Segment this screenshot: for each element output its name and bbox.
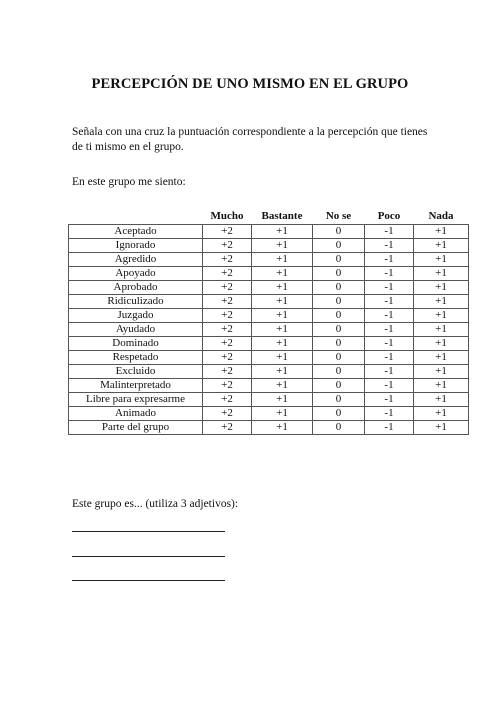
header-empty (69, 209, 203, 225)
cell-bastante[interactable]: +1 (252, 225, 313, 239)
cell-bastante[interactable]: +1 (252, 239, 313, 253)
table-row (69, 393, 469, 407)
cell-nada[interactable]: +1 (414, 253, 469, 267)
cell-bastante[interactable]: +1 (252, 337, 313, 351)
cell-nada[interactable]: +1 (414, 393, 469, 407)
table-row (69, 365, 469, 379)
cell-no-se[interactable]: 0 (313, 351, 365, 365)
cell-nada[interactable]: +1 (414, 351, 469, 365)
cell-mucho[interactable]: +2 (203, 281, 252, 295)
cell-mucho[interactable]: +2 (203, 225, 252, 239)
cell-nada[interactable]: +1 (414, 225, 469, 239)
cell-mucho[interactable]: +2 (203, 421, 252, 435)
answer-line-3[interactable] (72, 580, 225, 581)
cell-mucho[interactable]: +2 (203, 239, 252, 253)
answer-line-1[interactable] (72, 531, 225, 532)
cell-adjective: Parte del grupo (69, 421, 203, 435)
cell-adjective: Apoyado (69, 267, 203, 281)
cell-mucho[interactable]: +2 (203, 379, 252, 393)
cell-adjective: Juzgado (69, 309, 203, 323)
cell-no-se[interactable]: 0 (313, 239, 365, 253)
cell-bastante[interactable]: +1 (252, 281, 313, 295)
header-no-se: No se (325, 210, 352, 222)
cell-bastante[interactable]: +1 (252, 365, 313, 379)
cell-mucho[interactable]: +2 (203, 253, 252, 267)
cell-bastante[interactable]: +1 (252, 421, 313, 435)
cell-bastante[interactable]: +1 (252, 253, 313, 267)
cell-poco[interactable]: -1 (365, 309, 414, 323)
cell-poco[interactable]: -1 (365, 421, 414, 435)
cell-adjective: Agredido (69, 253, 203, 267)
cell-nada[interactable]: +1 (414, 267, 469, 281)
cell-bastante[interactable]: +1 (252, 295, 313, 309)
cell-no-se[interactable]: 0 (313, 225, 365, 239)
header-nada: Nada (428, 210, 454, 222)
cell-poco[interactable]: -1 (365, 407, 414, 421)
table-row (69, 337, 469, 351)
cell-mucho[interactable]: +2 (203, 337, 252, 351)
table-header-row (69, 209, 469, 225)
cell-adjective: Libre para expresarme (69, 393, 203, 407)
cell-mucho[interactable]: +2 (203, 295, 252, 309)
table-row (69, 253, 469, 267)
cell-poco[interactable]: -1 (365, 253, 414, 267)
cell-poco[interactable]: -1 (365, 267, 414, 281)
cell-mucho[interactable]: +2 (203, 365, 252, 379)
cell-poco[interactable]: -1 (365, 323, 414, 337)
cell-poco[interactable]: -1 (365, 295, 414, 309)
group-prompt: Este grupo es... (utiliza 3 adjetivos): (72, 498, 239, 510)
cell-adjective: Dominado (69, 337, 203, 351)
cell-adjective: Animado (69, 407, 203, 421)
cell-bastante[interactable]: +1 (252, 351, 313, 365)
cell-no-se[interactable]: 0 (313, 295, 365, 309)
table-row (69, 239, 469, 253)
cell-no-se[interactable]: 0 (313, 281, 365, 295)
cell-adjective: Ayudado (69, 323, 203, 337)
cell-nada[interactable]: +1 (414, 295, 469, 309)
cell-nada[interactable]: +1 (414, 337, 469, 351)
table-row (69, 295, 469, 309)
cell-adjective: Respetado (69, 351, 203, 365)
cell-nada[interactable]: +1 (414, 421, 469, 435)
cell-nada[interactable]: +1 (414, 323, 469, 337)
cell-mucho[interactable]: +2 (203, 393, 252, 407)
header-poco: Poco (377, 210, 401, 222)
instruction-text: Señala con una cruz la puntuación correspondiente a la percepción que tienes de ti mismo en el grupo. (72, 126, 428, 153)
cell-adjective: Aprobado (69, 281, 203, 295)
cell-poco[interactable]: -1 (365, 379, 414, 393)
cell-bastante[interactable]: +1 (252, 393, 313, 407)
table-body (69, 225, 469, 435)
table-row (69, 407, 469, 421)
table-row (69, 267, 469, 281)
cell-no-se[interactable]: 0 (313, 267, 365, 281)
cell-mucho[interactable]: +2 (203, 267, 252, 281)
cell-adjective: Malinterpretado (69, 379, 203, 393)
cell-bastante[interactable]: +1 (252, 323, 313, 337)
cell-nada[interactable]: +1 (414, 281, 469, 295)
cell-no-se[interactable]: 0 (313, 323, 365, 337)
cell-poco[interactable]: -1 (365, 393, 414, 407)
cell-no-se[interactable]: 0 (313, 337, 365, 351)
table-row (69, 379, 469, 393)
cell-no-se[interactable]: 0 (313, 253, 365, 267)
cell-nada[interactable]: +1 (414, 379, 469, 393)
cell-mucho[interactable]: +2 (203, 407, 252, 421)
cell-no-se[interactable]: 0 (313, 407, 365, 421)
cell-bastante[interactable]: +1 (252, 267, 313, 281)
cell-poco[interactable]: -1 (365, 225, 414, 239)
page-title: PERCEPCIÓN DE UNO MISMO EN EL GRUPO (91, 76, 409, 92)
cell-mucho[interactable]: +2 (203, 323, 252, 337)
cell-no-se[interactable]: 0 (313, 421, 365, 435)
cell-adjective: Ridiculizado (69, 295, 203, 309)
cell-adjective: Aceptado (69, 225, 203, 239)
intro-text: En este grupo me siento: (72, 176, 186, 188)
answer-line-2[interactable] (72, 556, 225, 557)
cell-no-se[interactable]: 0 (313, 365, 365, 379)
cell-nada[interactable]: +1 (414, 365, 469, 379)
cell-adjective: Ignorado (69, 239, 203, 253)
cell-poco[interactable]: -1 (365, 239, 414, 253)
cell-nada[interactable]: +1 (414, 309, 469, 323)
table-row (69, 309, 469, 323)
rating-table (68, 209, 469, 435)
cell-bastante[interactable]: +1 (252, 407, 313, 421)
cell-no-se[interactable]: 0 (313, 393, 365, 407)
cell-nada[interactable]: +1 (414, 239, 469, 253)
cell-bastante[interactable]: +1 (252, 309, 313, 323)
table-row (69, 323, 469, 337)
cell-adjective: Excluido (69, 365, 203, 379)
cell-nada[interactable]: +1 (414, 407, 469, 421)
header-mucho: Mucho (210, 210, 244, 222)
cell-poco[interactable]: -1 (365, 365, 414, 379)
table-row (69, 351, 469, 365)
cell-mucho[interactable]: +2 (203, 351, 252, 365)
cell-poco[interactable]: -1 (365, 281, 414, 295)
cell-poco[interactable]: -1 (365, 351, 414, 365)
cell-no-se[interactable]: 0 (313, 379, 365, 393)
cell-poco[interactable]: -1 (365, 337, 414, 351)
cell-mucho[interactable]: +2 (203, 309, 252, 323)
table-row (69, 421, 469, 435)
table-row (69, 281, 469, 295)
table-row (69, 225, 469, 239)
header-bastante: Bastante (261, 210, 303, 222)
cell-bastante[interactable]: +1 (252, 379, 313, 393)
cell-no-se[interactable]: 0 (313, 309, 365, 323)
